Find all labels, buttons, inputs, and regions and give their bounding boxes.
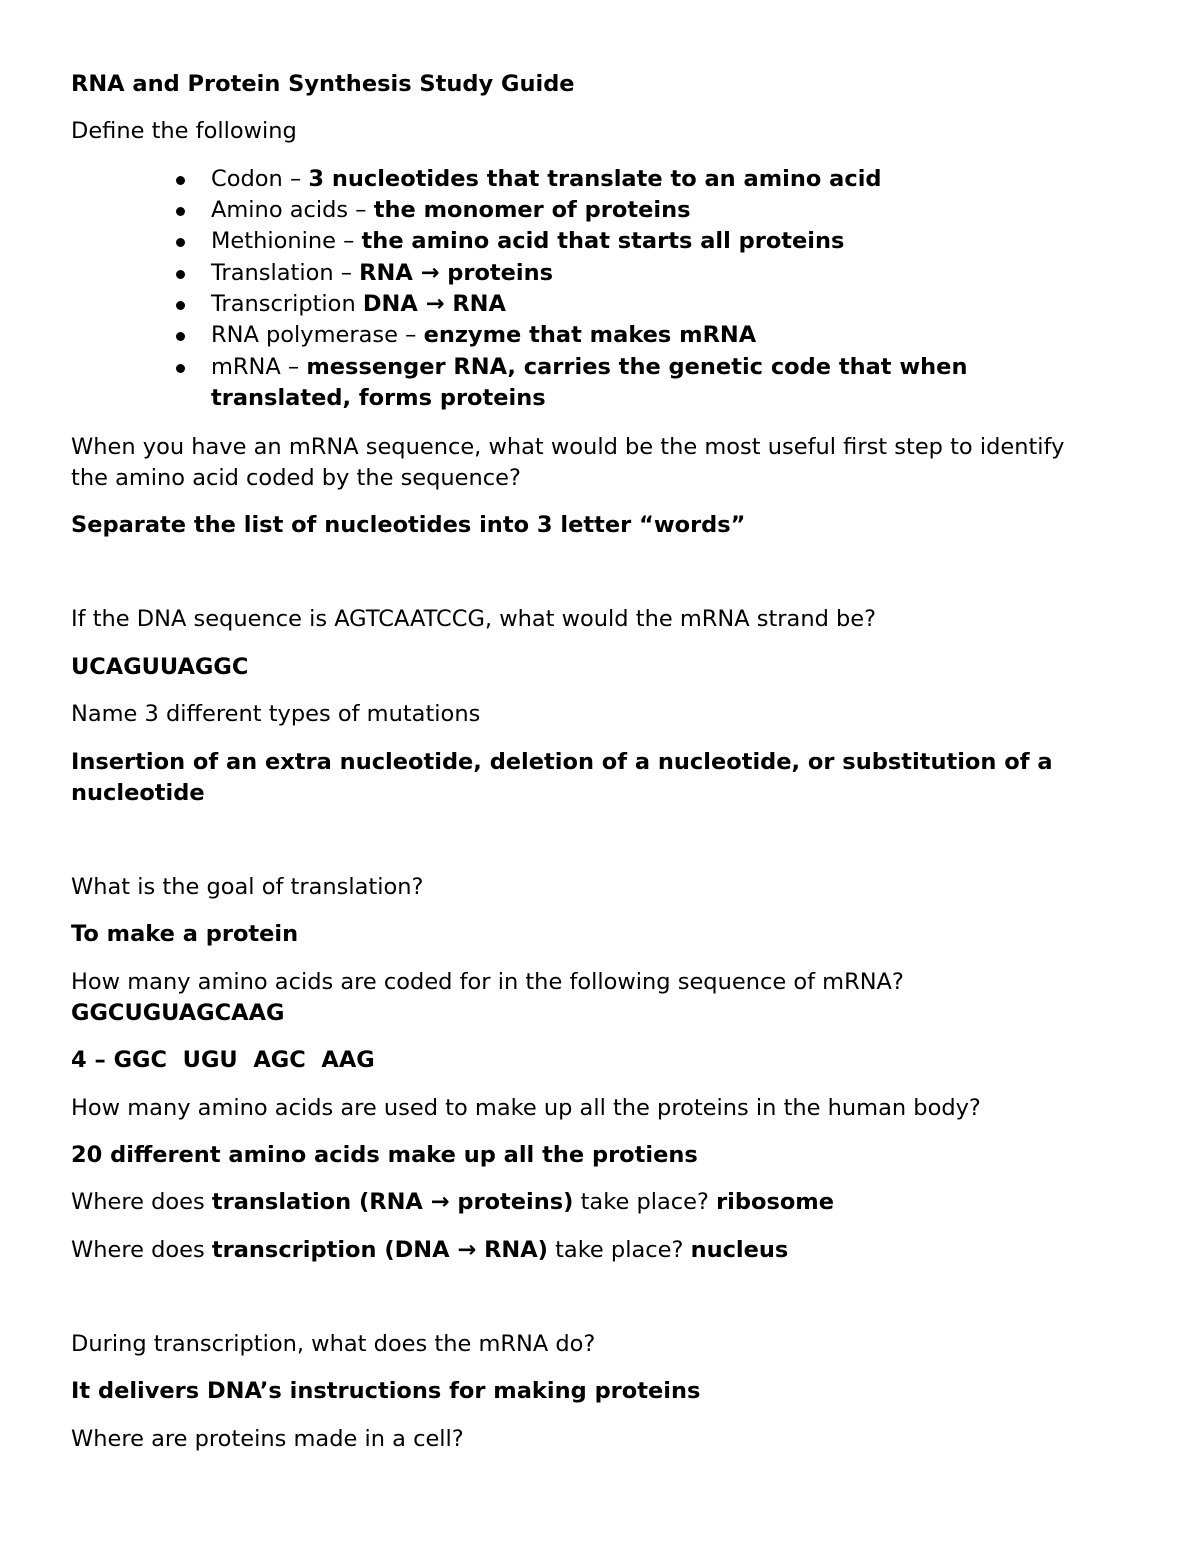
question-line: When you have an mRNA sequence, what would be the most useful first step to identify [71,434,1065,460]
bullet-icon [176,364,185,373]
page-title: RNA and Protein Synthesis Study Guide [71,71,575,97]
bullet-icon [176,332,185,341]
list-item: Transcription DNA → RNA [211,291,506,317]
bullet-icon [176,207,185,216]
answer-text: 4 – GGC UGU AGC AAG [71,1047,375,1073]
list-item: Methionine – the amino acid that starts all proteins [211,228,845,254]
question-text: What is the goal of translation? [71,874,424,900]
list-item: Amino acids – the monomer of proteins [211,197,691,223]
list-item: Translation – RNA → proteins [211,260,554,286]
bullet-icon [176,270,185,279]
question-text: During transcription, what does the mRNA do? [71,1331,596,1357]
answer-text: Separate the list of nucleotides into 3 letter “words” [71,512,746,538]
answer-text: nucleus [690,1237,789,1263]
mrna-sequence: GGCUGUAGCAAG [71,1000,285,1026]
list-item-continuation: translated, forms proteins [211,385,546,411]
define-prompt: Define the following [71,118,297,144]
question-text: How many amino acids are used to make up all the proteins in the human body? [71,1095,981,1121]
question-text: Where does translation (RNA → proteins) take place? ribosome [71,1189,835,1215]
question-text: Name 3 different types of mutations [71,701,481,727]
bullet-icon [176,301,185,310]
question-text: Where does transcription (DNA → RNA) take place? nucleus [71,1237,789,1263]
answer-text: ribosome [716,1189,835,1215]
question-text: How many amino acids are coded for in the following sequence of mRNA? [71,969,904,995]
bullet-icon [176,238,185,247]
question-text: If the DNA sequence is AGTCAATCCG, what would the mRNA strand be? [71,606,877,632]
answer-text: To make a protein [71,921,299,947]
answer-text: It delivers DNA’s instructions for making proteins [71,1378,701,1404]
answer-text: nucleotide [71,780,205,806]
list-item: Codon – 3 nucleotides that translate to an amino acid [211,166,882,192]
answer-text: 20 different amino acids make up all the protiens [71,1142,698,1168]
question-line: the amino acid coded by the sequence? [71,465,521,491]
answer-text: UCAGUUAGGC [71,654,249,680]
bullet-icon [176,176,185,185]
list-item: RNA polymerase – enzyme that makes mRNA [211,322,757,348]
answer-text: Insertion of an extra nucleotide, deletion of a nucleotide, or substitution of a [71,749,1053,775]
list-item: mRNA – messenger RNA, carries the genetic code that when [211,354,968,380]
question-text: Where are proteins made in a cell? [71,1426,464,1452]
